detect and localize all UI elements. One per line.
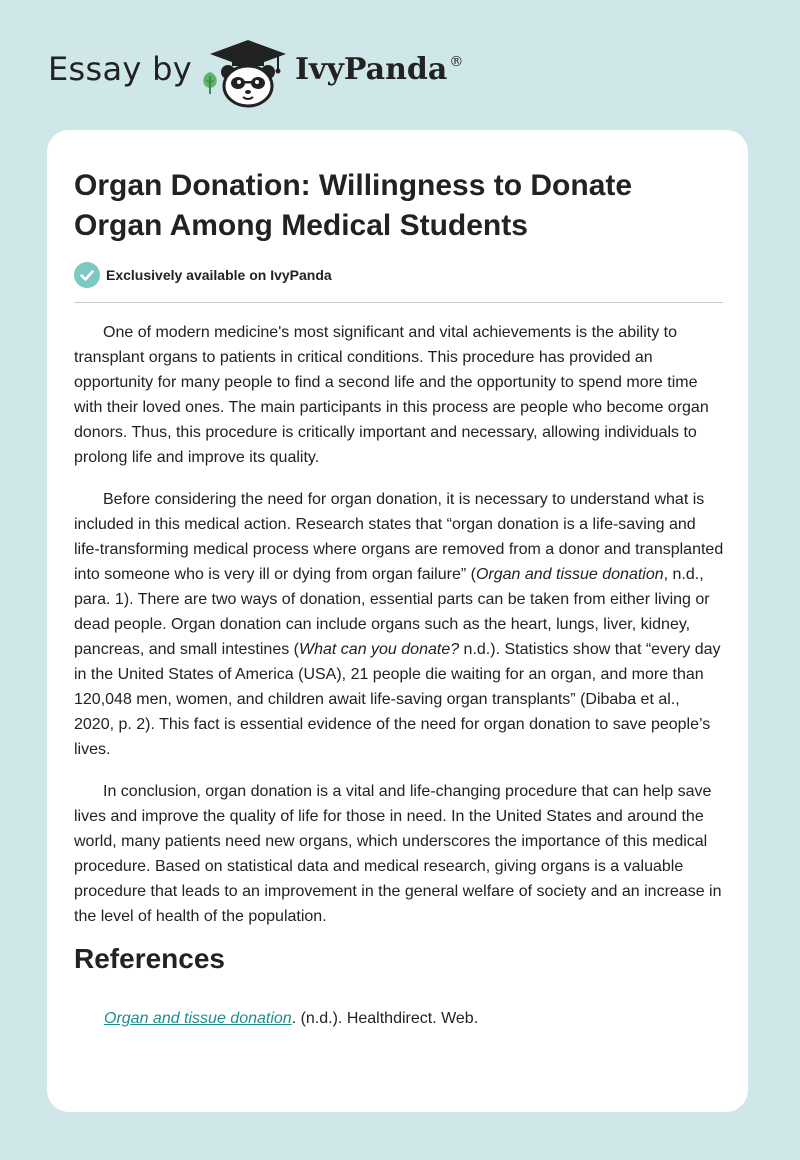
essay-body xyxy=(74,320,724,946)
reference-item xyxy=(104,1006,478,1031)
paragraph-2: Before considering the need for organ donation, it is necessary to understand what is included in this medical action. Research states that “organ donation is a life-saving and life-transforming medical process where organs are removed from a donor and transplanted into someone who is very ill or dying from organ failure” (Organ and tissue donation, n.d., para. 1). There are two ways of donation, essential parts can be taken from either living or dead people. Organ donation can include organs such as the heart, lungs, liver, kidney, pancreas, and small intestines (What can you donate? n.d.). Statistics show that “every day in the United States of America (USA), 21 people die waiting for an organ, and more than 120,048 men, women, and children await life-saving organ transplants” (Dibaba et al., 2020, p. 2). This fact is essential evidence of the need for organ donation to save people’s lives. xyxy=(74,491,724,758)
brand-name[interactable]: IvyPanda ® xyxy=(295,52,464,87)
panda-logo-icon xyxy=(208,38,288,108)
title-line-1: Organ Donation: Willingness to Donate xyxy=(74,169,633,202)
exclusive-badge-text: Exclusively available on IvyPanda xyxy=(106,267,332,283)
essay-by-label: Essay by xyxy=(48,50,192,88)
check-circle-icon xyxy=(74,262,100,288)
reference-details: . (n.d.). Healthdirect. Web. xyxy=(291,1010,479,1027)
site-header xyxy=(0,0,800,120)
references-heading: References xyxy=(74,943,225,974)
paragraph-3: In conclusion, organ donation is a vital and life-changing procedure that can help save lives and improve the quality of life for those in need. In the United States and around the world, many patients need new organs, which underscores the importance of this medical procedure. Based on statistical data and medical research, giving organs is a valuable procedure that leads to an improvement in the general welfare of society and an increase in the level of health of the population. xyxy=(74,783,722,925)
divider xyxy=(74,302,723,303)
reference-link[interactable]: Organ and tissue donation xyxy=(104,1010,292,1027)
registered-mark: ® xyxy=(449,54,464,70)
citation-what-can-you-donate: What can you donate? xyxy=(299,641,460,658)
page-title xyxy=(74,166,724,246)
paragraph-1: One of modern medicine's most significant and vital achievements is the ability to transplant organs to patients in critical conditions. This procedure has provided an opportunity for many people to find a second life and the opportunity to spend more time with their loved ones. The main participants in this process are people who become organ donors. Thus, this procedure is critically important and necessary, allowing individuals to prolong life and improve its quality. xyxy=(74,324,709,466)
exclusive-badge xyxy=(74,262,332,288)
essay-card xyxy=(47,130,748,1112)
citation-organ-tissue: Organ and tissue donation xyxy=(475,566,664,583)
title-line-2: Organ Among Medical Students xyxy=(74,209,528,242)
